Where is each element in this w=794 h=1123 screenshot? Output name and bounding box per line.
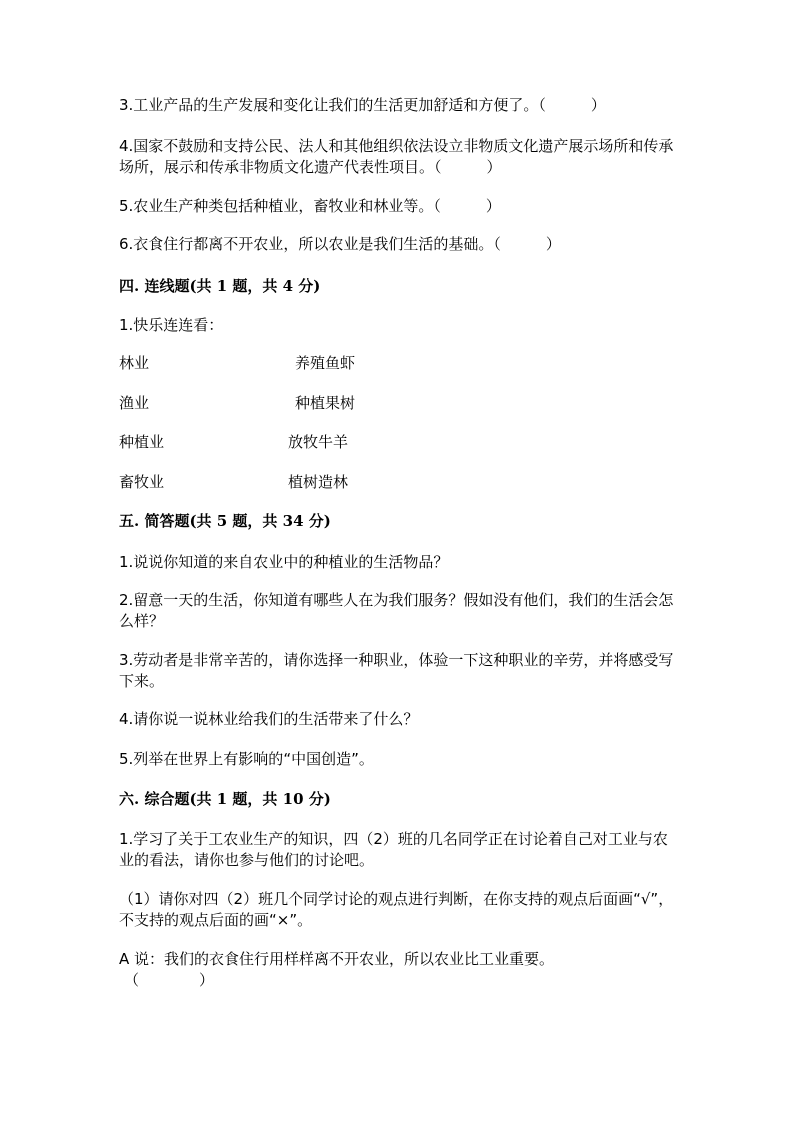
- matching-left-2: 渔业: [119, 394, 150, 412]
- matching-question: 1.快乐连连看：: [119, 316, 224, 334]
- judgement-item-5: 5.农业生产种类包括种植业，畜牧业和林业等。（ ）: [119, 197, 501, 215]
- comprehensive-sub-question-1: （1）请你对四（2）班几个同学讨论的观点进行判断，在你支持的观点后面画“√”，不支持的观点后面的画“×”。: [119, 890, 674, 929]
- matching-right-1: 养殖鱼虾: [295, 354, 356, 372]
- matching-left-3: 种植业: [119, 433, 165, 451]
- short-answer-item-1: 1.说说你知道的来自农业中的种植业的生活物品？: [119, 553, 449, 571]
- judgement-item-4: 4.国家不鼓励和支持公民、法人和其他组织依法设立非物质文化遗产展示场所和传承场所，展示和传承非物质文化遗产代表性项目。（ ）: [119, 137, 674, 176]
- section-heading-matching: 四. 连线题(共 1 题，共 4 分): [119, 277, 321, 295]
- matching-right-3: 放牧牛羊: [288, 433, 349, 451]
- short-answer-item-2: 2.留意一天的生活，你知道有哪些人在为我们服务？假如没有他们，我们的生活会怎么样？: [119, 591, 674, 630]
- viewpoint-a: A 说：我们的衣食住行用样样离不开农业，所以农业比工业重要。: [119, 950, 555, 968]
- matching-left-4: 畜牧业: [119, 473, 165, 491]
- section-heading-comprehensive: 六. 综合题(共 1 题，共 10 分): [119, 790, 331, 808]
- viewpoint-a-answer-blank: （ ）: [124, 971, 215, 989]
- matching-right-2: 种植果树: [295, 394, 356, 412]
- judgement-item-6: 6.衣食住行都离不开农业，所以农业是我们生活的基础。（ ）: [119, 235, 561, 253]
- short-answer-item-4: 4.请你说一说林业给我们的生活带来了什么？: [119, 710, 419, 728]
- section-heading-short-answer: 五. 简答题(共 5 题，共 34 分): [119, 512, 331, 530]
- short-answer-item-3: 3.劳动者是非常辛苦的，请你选择一种职业，体验一下这种职业的辛劳，并将感受写下来。: [119, 651, 674, 690]
- judgement-item-3: 3.工业产品的生产发展和变化让我们的生活更加舒适和方便了。（ ）: [119, 96, 606, 114]
- comprehensive-question: 1.学习了关于工农业生产的知识，四（2）班的几名同学正在讨论着自己对工业与农业的看法，请你也参与他们的讨论吧。: [119, 830, 668, 869]
- matching-left-1: 林业: [119, 354, 150, 372]
- short-answer-item-5: 5.列举在世界上有影响的“中国创造”。: [119, 750, 374, 768]
- matching-right-4: 植树造林: [288, 473, 349, 491]
